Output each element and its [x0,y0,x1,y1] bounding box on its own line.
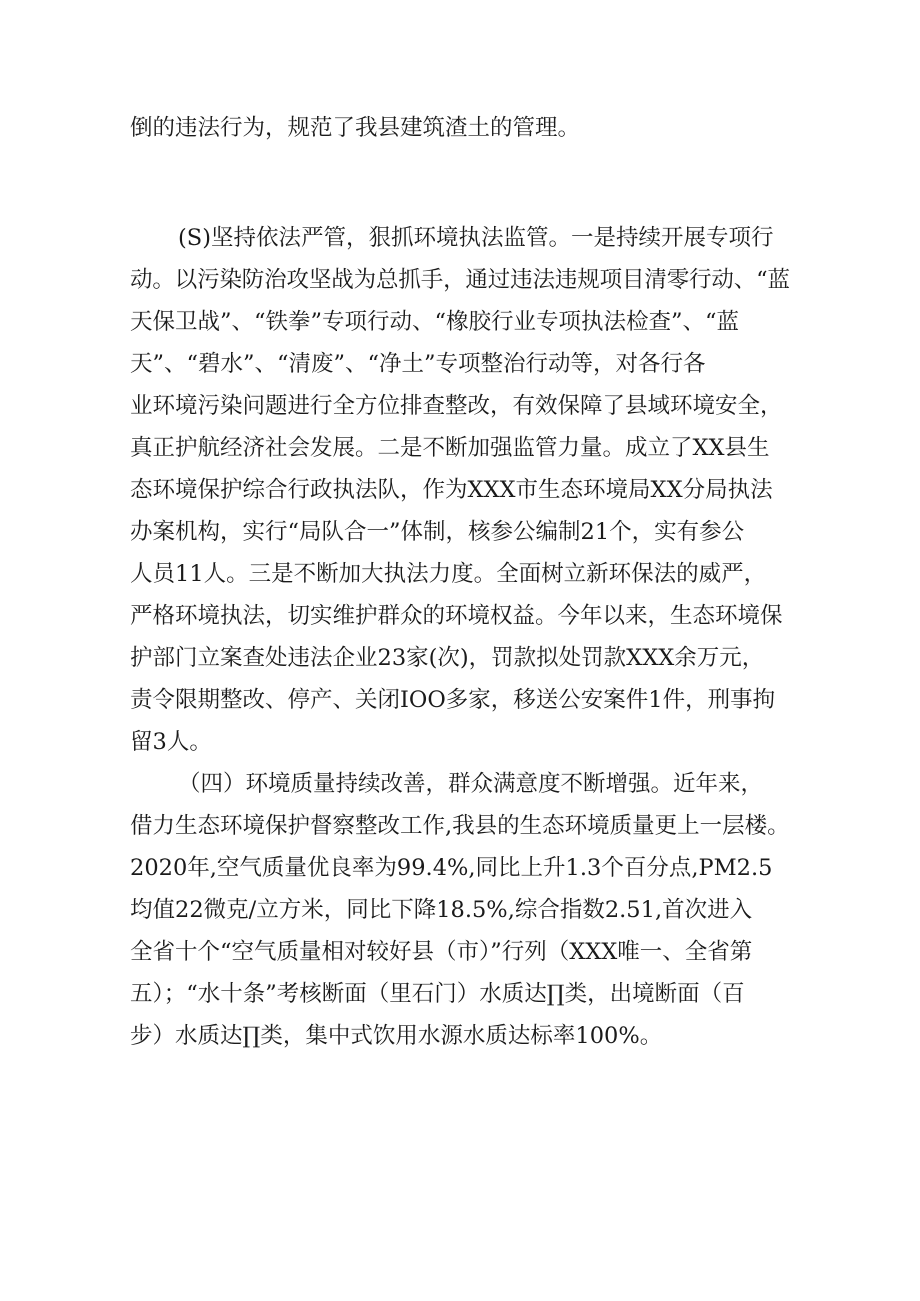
text-line: 严格环境执法，切实维护群众的环境权益。今年以来，生态环境保 [130,603,783,629]
text-line: 态环境保护综合行政执法队，作为XXX市生态环境局XX分局执法 [130,477,773,503]
text-line: 动。以污染防治攻坚战为总抓手，通过违法违规项目清零行动、“蓝 [130,267,790,293]
text-line: 均值22微克/立方米，同比下降18.5%,综合指数2.51,首次进入 [130,897,753,923]
text-line: 借力生态环境保护督察整改工作,我县的生态环境质量更上一层楼。 [130,813,790,839]
text-line: 人员11人。三是不断加大执法力度。全面树立新环保法的威严， [130,561,767,587]
text-line: 真正护航经济社会发展。二是不断加强监管力量。成立了XX县生 [130,435,770,461]
text-line: 天保卫战”、“铁拳”专项行动、“橡胶行业专项执法检查”、“蓝 [130,309,740,335]
text-line: 全省十个“空气质量相对较好县（市）”行列（XXX唯一、全省第 [130,939,753,965]
text-line: 护部门立案查处违法企业23家(次)，罚款拟处罚款XXX余万元， [130,645,765,671]
text-line: 五）；“水十条”考核断面（里石门）水质达∏类，出境断面（百 [130,981,745,1007]
text-line: 倒的违法行为，规范了我县建筑渣土的管理。 [130,115,581,141]
text-line: 留3人。 [130,729,212,755]
paragraph-heading-line: (S)坚持依法严管，狠抓环境执法监管。一是持续开展专项行 [178,225,774,251]
text-line: 办案机构，实行“局队合一”体制，核参公编制21个，实有参公 [130,519,745,545]
text-line: 业环境污染问题进行全方位排查整改，有效保障了县域环境安全， [130,393,783,419]
paragraph-heading-line: （四）环境质量持续改善，群众满意度不断增强。近年来， [178,771,764,797]
text-line: 步）水质达∏类，集中式饮用水源水质达标率100%。 [130,1023,663,1049]
text-line: 2020年,空气质量优良率为99.4%,同比上升1.3个百分点,PM2.5 [130,855,773,881]
text-line: 天”、“碧水”、“清废”、“净土”专项整治行动等，对各行各 [130,351,706,377]
text-line: 责令限期整改、停产、关闭IOO多家，移送公安案件1件，刑事拘 [130,687,776,713]
